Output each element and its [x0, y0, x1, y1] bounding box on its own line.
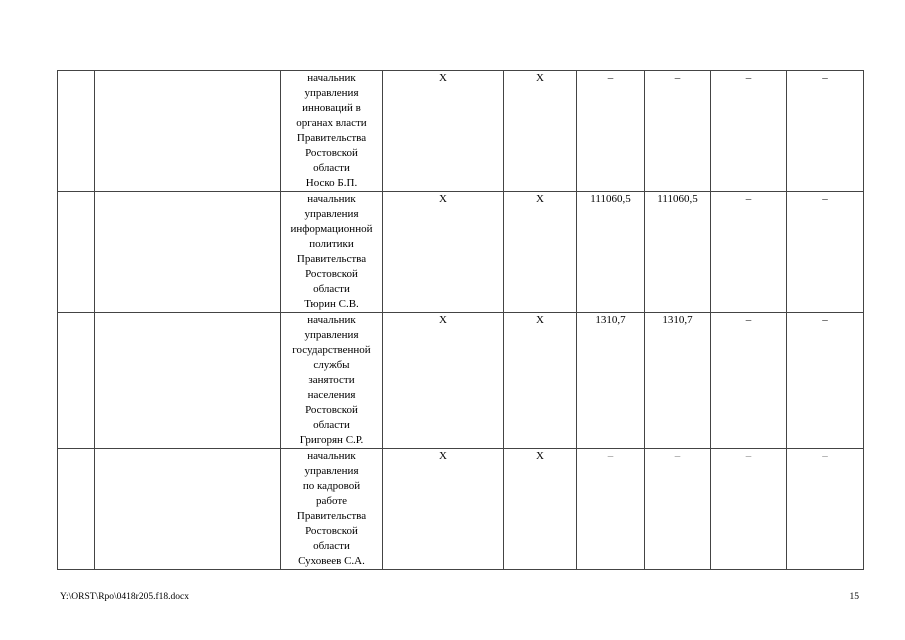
value-cell: –	[787, 313, 864, 449]
program-name-cell	[95, 313, 281, 449]
row-number-cell	[58, 449, 95, 570]
value-cell: Х	[383, 71, 504, 192]
value-cell: –	[787, 71, 864, 192]
value-cell: –	[711, 313, 787, 449]
value-cell: –	[787, 192, 864, 313]
value-cell: –	[711, 71, 787, 192]
value-cell: –	[711, 192, 787, 313]
program-name-cell	[95, 192, 281, 313]
value-cell: Х	[383, 192, 504, 313]
value-cell: 111060,5	[645, 192, 711, 313]
program-name-cell	[95, 71, 281, 192]
table-row	[58, 313, 864, 449]
value-cell: –	[645, 449, 711, 570]
responsible-official-cell: начальник управления инноваций в органах власти Правительства Ростовской области Носко Б.П.	[281, 71, 383, 192]
page-number: 15	[849, 592, 859, 602]
value-cell: Х	[504, 313, 577, 449]
row-number-cell	[58, 192, 95, 313]
value-cell: 1310,7	[645, 313, 711, 449]
row-number-cell	[58, 313, 95, 449]
value-cell: 111060,5	[577, 192, 645, 313]
value-cell: Х	[504, 449, 577, 570]
budget-table	[57, 70, 864, 570]
value-cell: –	[577, 71, 645, 192]
program-name-cell	[95, 449, 281, 570]
responsible-official-cell: начальник управления государственной службы занятости населения Ростовской области Григорян С.Р.	[281, 313, 383, 449]
value-cell: Х	[383, 313, 504, 449]
value-cell: –	[711, 449, 787, 570]
responsible-official-cell: начальник управления по кадровой работе Правительства Ростовской области Суховеев С.А.	[281, 449, 383, 570]
value-cell: –	[645, 71, 711, 192]
responsible-official-cell: начальник управления информационной политики Правительства Ростовской области Тюрин С.В.	[281, 192, 383, 313]
value-cell: –	[787, 449, 864, 570]
value-cell: 1310,7	[577, 313, 645, 449]
table-row	[58, 192, 864, 313]
table-row	[58, 449, 864, 570]
value-cell: Х	[383, 449, 504, 570]
row-number-cell	[58, 71, 95, 192]
table-row	[58, 71, 864, 192]
value-cell: –	[577, 449, 645, 570]
value-cell: Х	[504, 192, 577, 313]
value-cell: Х	[504, 71, 577, 192]
footer-file-path: Y:\ORST\Rpo\0418r205.f18.docx	[60, 592, 189, 602]
